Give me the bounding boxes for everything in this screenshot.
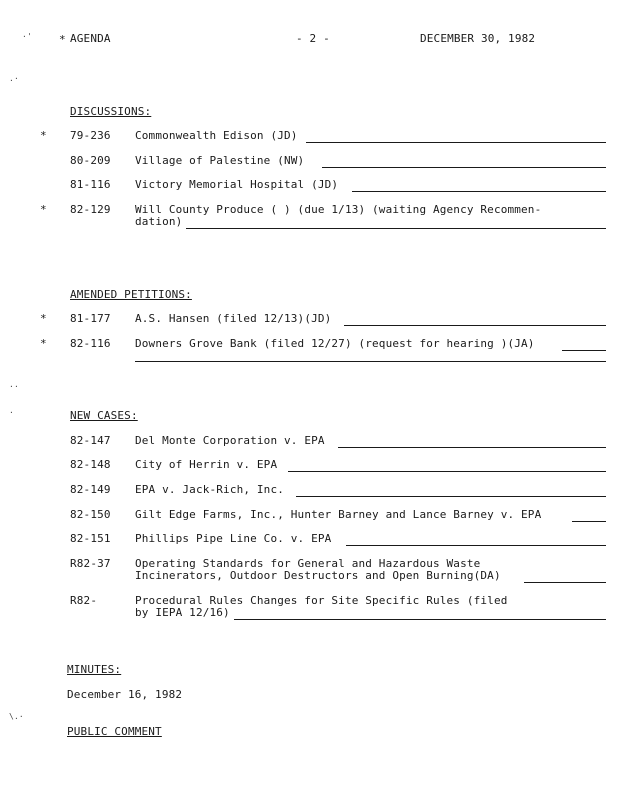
case-title-continued: dation) <box>135 215 183 228</box>
case-number: 79-236 <box>70 129 111 142</box>
priority-star: * <box>40 203 47 216</box>
case-number: R82-37 <box>70 557 111 570</box>
scan-speck: ·' <box>22 32 32 41</box>
case-title-continued: Incinerators, Outdoor Destructors and Open Burning(DA) <box>135 569 501 582</box>
priority-star: * <box>40 312 47 325</box>
header-star: * <box>59 33 66 46</box>
case-title: Gilt Edge Farms, Inc., Hunter Barney and Lance Barney v. EPA <box>135 508 542 521</box>
case-title: Operating Standards for General and Hazardous Waste <box>135 557 481 570</box>
case-number: 80-209 <box>70 154 111 167</box>
blank-line <box>135 361 606 362</box>
case-title: City of Herrin v. EPA <box>135 458 278 471</box>
blank-line <box>572 521 606 522</box>
case-title: A.S. Hansen (filed 12/13)(JD) <box>135 312 332 325</box>
case-title: Commonwealth Edison (JD) <box>135 129 298 142</box>
case-title: Del Monte Corporation v. EPA <box>135 434 325 447</box>
case-number: 82-151 <box>70 532 111 545</box>
case-number: 82-147 <box>70 434 111 447</box>
scan-speck: ·· <box>9 382 19 391</box>
case-title: Procedural Rules Changes for Site Specific Rules (filed <box>135 594 508 607</box>
section-heading: AMENDED PETITIONS: <box>70 288 192 301</box>
priority-star: * <box>40 337 47 350</box>
section-heading: PUBLIC COMMENT <box>67 725 162 738</box>
case-title: Will County Produce ( ) (due 1/13) (waiting Agency Recommen- <box>135 203 542 216</box>
case-title: Victory Memorial Hospital (JD) <box>135 178 339 191</box>
section-heading: NEW CASES: <box>70 409 138 422</box>
blank-line <box>338 447 606 448</box>
blank-line <box>288 471 606 472</box>
case-number: 82-129 <box>70 203 111 216</box>
scan-speck: · <box>9 408 14 417</box>
case-number: 82-148 <box>70 458 111 471</box>
blank-line <box>306 142 606 143</box>
case-number: R82- <box>70 594 98 607</box>
section-heading: MINUTES: <box>67 663 122 676</box>
header-date: DECEMBER 30, 1982 <box>420 32 536 45</box>
blank-line <box>352 191 606 192</box>
case-number: 81-116 <box>70 178 111 191</box>
header-title: AGENDA <box>70 32 111 45</box>
priority-star: * <box>40 129 47 142</box>
scan-speck: .· <box>9 74 19 83</box>
blank-line <box>344 325 606 326</box>
blank-line <box>186 228 606 229</box>
blank-line <box>322 167 606 168</box>
case-number: 81-177 <box>70 312 111 325</box>
case-title: Phillips Pipe Line Co. v. EPA <box>135 532 332 545</box>
case-number: 82-150 <box>70 508 111 521</box>
blank-line <box>234 619 606 620</box>
blank-line <box>346 545 606 546</box>
case-title-continued: by IEPA 12/16) <box>135 606 230 619</box>
blank-line <box>524 582 606 583</box>
case-title: Village of Palestine (NW) <box>135 154 305 167</box>
page-number: - 2 - <box>296 32 330 45</box>
case-number: 82-149 <box>70 483 111 496</box>
section-heading: DISCUSSIONS: <box>70 105 152 118</box>
blank-line <box>562 350 606 351</box>
scan-speck: \.· <box>9 712 24 721</box>
case-number: 82-116 <box>70 337 111 350</box>
case-title: EPA v. Jack-Rich, Inc. <box>135 483 284 496</box>
case-title: Downers Grove Bank (filed 12/27) (request for hearing )(JA) <box>135 337 535 350</box>
blank-line <box>296 496 606 497</box>
minutes-date: December 16, 1982 <box>67 688 183 701</box>
